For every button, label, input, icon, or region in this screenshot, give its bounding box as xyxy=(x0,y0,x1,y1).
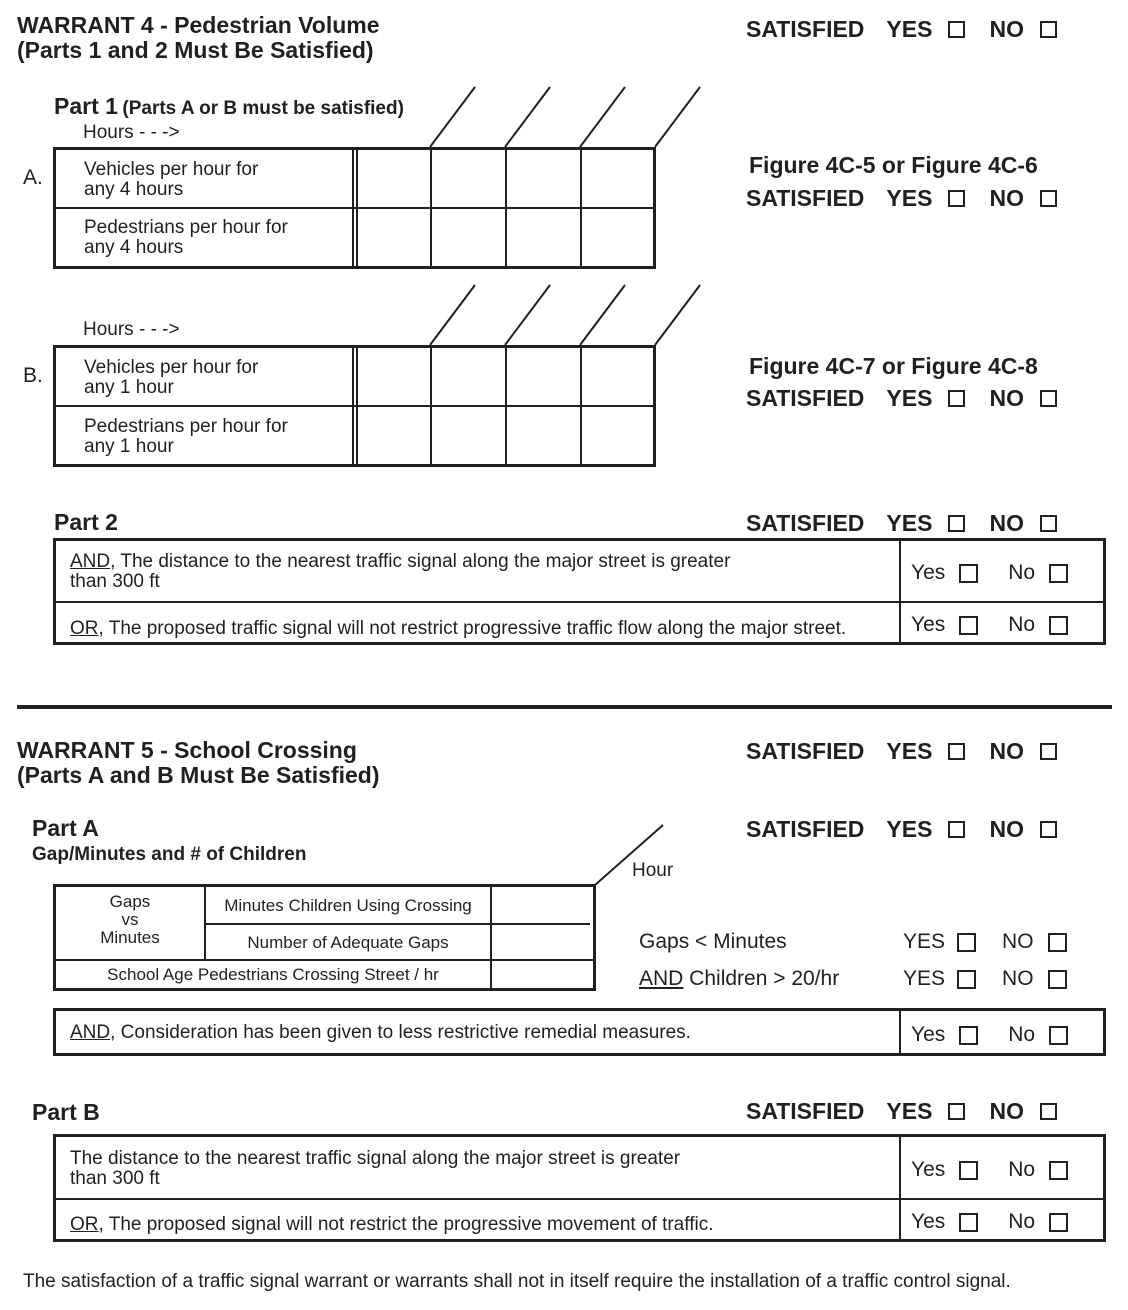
no-label: NO xyxy=(989,16,1024,42)
satisfied-label: SATISFIED xyxy=(746,816,865,842)
part1a-pedestrians-label: Pedestrians per hour for any 4 hours xyxy=(84,217,288,258)
part1a-vehicles-cell-4[interactable] xyxy=(582,150,653,206)
footer-note: The satisfaction of a traffic signal warrant or warrants shall not in itself require the installation of a traffic control signal. xyxy=(23,1271,1011,1292)
yes-label: Yes xyxy=(911,613,946,636)
adequate-gaps-label: Number of Adequate Gaps xyxy=(247,933,449,952)
partA-no-checkbox[interactable] xyxy=(1040,821,1057,838)
part2-row1-no-checkbox[interactable] xyxy=(1049,564,1068,583)
part1a-vehicles-cell-3[interactable] xyxy=(507,150,579,206)
yes-label: YES xyxy=(903,930,946,953)
satisfied-label: SATISFIED xyxy=(746,185,865,211)
school-age-pedestrians-cell[interactable] xyxy=(492,961,593,988)
yes-label: YES xyxy=(886,16,933,42)
yes-label: Yes xyxy=(911,561,946,584)
satisfied-label: SATISFIED xyxy=(746,16,865,42)
part1b-vehicles-label: Vehicles per hour for any 1 hour xyxy=(84,357,259,398)
no-label: NO xyxy=(989,738,1024,764)
partB-no-checkbox[interactable] xyxy=(1040,1103,1057,1120)
partB-row2-yes-checkbox[interactable] xyxy=(959,1213,978,1232)
warrant5-title: WARRANT 5 - School Crossing xyxy=(17,737,357,763)
part1b-vehicles-cell-4[interactable] xyxy=(582,348,653,404)
yes-label: YES xyxy=(886,185,933,211)
gaps-vs-minutes-label: Gaps vs Minutes xyxy=(100,892,160,947)
remedial-measures-options xyxy=(911,1023,1068,1047)
no-label: NO xyxy=(989,510,1024,536)
hour-header-slants-b xyxy=(420,283,710,348)
gaps-lt-minutes-options xyxy=(903,930,1067,954)
part2-row2-yes-checkbox[interactable] xyxy=(959,616,978,635)
part1a-no-checkbox[interactable] xyxy=(1040,190,1057,207)
section-divider xyxy=(17,705,1112,709)
part1a-yes-checkbox[interactable] xyxy=(948,190,965,207)
adequate-gaps-cell[interactable] xyxy=(492,925,593,958)
partB-label: Part B xyxy=(32,1099,100,1125)
warrant4-title: WARRANT 4 - Pedestrian Volume xyxy=(17,12,380,38)
part1b-satisfied-row xyxy=(746,385,1057,412)
part1a-satisfied-row xyxy=(746,185,1057,212)
part1b-yes-checkbox[interactable] xyxy=(948,390,965,407)
no-label: NO xyxy=(1002,930,1034,953)
gaps-lt-minutes-no-checkbox[interactable] xyxy=(1048,933,1067,952)
part1b-vehicles-cell-1[interactable] xyxy=(358,348,429,404)
part1a-vehicles-cell-1[interactable] xyxy=(358,150,429,206)
part1b-pedestrians-cell-4[interactable] xyxy=(582,407,653,464)
part1b-pedestrians-cell-2[interactable] xyxy=(432,407,504,464)
part2-yes-checkbox[interactable] xyxy=(948,515,965,532)
part1a-pedestrians-cell-2[interactable] xyxy=(432,209,504,266)
no-label: NO xyxy=(989,185,1024,211)
remedial-measures-text: AND, Consideration has been given to less restrictive remedial measures. xyxy=(70,1022,691,1043)
partA-satisfied-row xyxy=(746,816,1057,843)
part1a-figure-label: Figure 4C-5 or Figure 4C-6 xyxy=(749,152,1038,178)
remedial-measures-table xyxy=(53,1008,1106,1056)
part2-satisfied-row xyxy=(746,510,1057,537)
satisfied-label: SATISFIED xyxy=(746,385,865,411)
yes-label: Yes xyxy=(911,1210,946,1233)
part2-row1-options xyxy=(911,561,1068,585)
part2-row2-options xyxy=(911,613,1068,637)
remedial-measures-yes-checkbox[interactable] xyxy=(959,1026,978,1045)
warrant4-subtitle: (Parts 1 and 2 Must Be Satisfied) xyxy=(17,37,374,63)
part1b-pedestrians-cell-3[interactable] xyxy=(507,407,579,464)
school-age-pedestrians-label: School Age Pedestrians Crossing Street / hr xyxy=(107,965,439,984)
satisfied-label: SATISFIED xyxy=(746,738,865,764)
yes-label: YES xyxy=(886,816,933,842)
part1a-pedestrians-cell-4[interactable] xyxy=(582,209,653,266)
no-label: NO xyxy=(989,816,1024,842)
warrant4-yes-checkbox[interactable] xyxy=(948,21,965,38)
no-label: NO xyxy=(989,1098,1024,1124)
part1b-figure-label: Figure 4C-7 or Figure 4C-8 xyxy=(749,353,1038,379)
part1-heading xyxy=(54,93,404,120)
partB-table xyxy=(53,1134,1106,1242)
part1b-vehicles-cell-2[interactable] xyxy=(432,348,504,404)
no-label: NO xyxy=(989,385,1024,411)
part1a-letter: A. xyxy=(23,166,43,189)
gaps-lt-minutes-yes-checkbox[interactable] xyxy=(957,933,976,952)
no-label: No xyxy=(1008,1158,1036,1181)
yes-label: YES xyxy=(903,967,946,990)
children-gt-20-label: AND Children > 20/hr xyxy=(639,967,840,990)
yes-label: YES xyxy=(886,738,933,764)
no-label: No xyxy=(1008,613,1036,636)
part1a-pedestrians-cell-1[interactable] xyxy=(358,209,429,266)
part2-label: Part 2 xyxy=(54,509,118,535)
part1a-table xyxy=(53,147,656,269)
part2-table xyxy=(53,538,1106,645)
no-label: NO xyxy=(1002,967,1034,990)
warrant5-yes-checkbox[interactable] xyxy=(948,743,965,760)
part2-row1-yes-checkbox[interactable] xyxy=(959,564,978,583)
satisfied-label: SATISFIED xyxy=(746,1098,865,1124)
children-gt-20-no-checkbox[interactable] xyxy=(1048,970,1067,989)
partB-row2-text: OR, The proposed signal will not restrict the progressive movement of traffic. xyxy=(70,1214,714,1235)
no-label: No xyxy=(1008,1210,1036,1233)
partB-yes-checkbox[interactable] xyxy=(948,1103,965,1120)
hour-label: Hour xyxy=(632,860,674,881)
yes-label: YES xyxy=(886,1098,933,1124)
yes-label: Yes xyxy=(911,1158,946,1181)
partA-yes-checkbox[interactable] xyxy=(948,821,965,838)
part2-row2-no-checkbox[interactable] xyxy=(1049,616,1068,635)
minutes-children-label: Minutes Children Using Crossing xyxy=(224,896,472,915)
warrant4-satisfied-row xyxy=(746,16,1057,43)
children-gt-20-options xyxy=(903,967,1067,991)
warrant5-satisfied-row xyxy=(746,738,1057,765)
part1b-pedestrians-label: Pedestrians per hour for any 1 hour xyxy=(84,416,288,457)
part1b-pedestrians-cell-1[interactable] xyxy=(358,407,429,464)
gaps-lt-minutes-label: Gaps < Minutes xyxy=(639,930,787,953)
partB-row2-no-checkbox[interactable] xyxy=(1049,1213,1068,1232)
partB-row1-yes-checkbox[interactable] xyxy=(959,1161,978,1180)
partA-label: Part A xyxy=(32,815,99,841)
partB-row1-options xyxy=(911,1158,1068,1182)
yes-label: YES xyxy=(886,510,933,536)
yes-label: Yes xyxy=(911,1023,946,1046)
part2-row1-text: AND, The distance to the nearest traffic signal along the major street is greater than 300 ft xyxy=(70,551,731,592)
part1b-table xyxy=(53,345,656,467)
part1b-letter: B. xyxy=(23,364,43,387)
yes-label: YES xyxy=(886,385,933,411)
children-gt-20-yes-checkbox[interactable] xyxy=(957,970,976,989)
part2-row2-text: OR, The proposed traffic signal will not restrict progressive traffic flow along the major street. xyxy=(70,618,847,639)
part1a-vehicles-label: Vehicles per hour for any 4 hours xyxy=(84,159,259,200)
no-label: No xyxy=(1008,561,1036,584)
warrant5-subtitle: (Parts A and B Must Be Satisfied) xyxy=(17,762,380,788)
partB-satisfied-row xyxy=(746,1098,1057,1125)
part1b-no-checkbox[interactable] xyxy=(1040,390,1057,407)
part1a-pedestrians-cell-3[interactable] xyxy=(507,209,579,266)
partB-row2-options xyxy=(911,1210,1068,1234)
partA-sublabel: Gap/Minutes and # of Children xyxy=(32,844,307,865)
hours-label-b: Hours - - -> xyxy=(83,319,180,340)
no-label: No xyxy=(1008,1023,1036,1046)
part1a-vehicles-cell-2[interactable] xyxy=(432,150,504,206)
minutes-children-cell[interactable] xyxy=(492,887,593,922)
hours-label-a: Hours - - -> xyxy=(83,122,180,143)
partB-row1-no-checkbox[interactable] xyxy=(1049,1161,1068,1180)
partB-row1-text: The distance to the nearest traffic signal along the major street is greater than 300 ft xyxy=(70,1148,681,1189)
satisfied-label: SATISFIED xyxy=(746,510,865,536)
warrant5-no-checkbox[interactable] xyxy=(1040,743,1057,760)
remedial-measures-no-checkbox[interactable] xyxy=(1049,1026,1068,1045)
part1b-vehicles-cell-3[interactable] xyxy=(507,348,579,404)
partA-table xyxy=(53,884,596,991)
hour-header-slants-a xyxy=(420,85,710,150)
part1-label: Part 1 xyxy=(54,93,118,119)
warrant4-no-checkbox[interactable] xyxy=(1040,21,1057,38)
part1-note: (Parts A or B must be satisfied) xyxy=(122,98,404,119)
part2-no-checkbox[interactable] xyxy=(1040,515,1057,532)
